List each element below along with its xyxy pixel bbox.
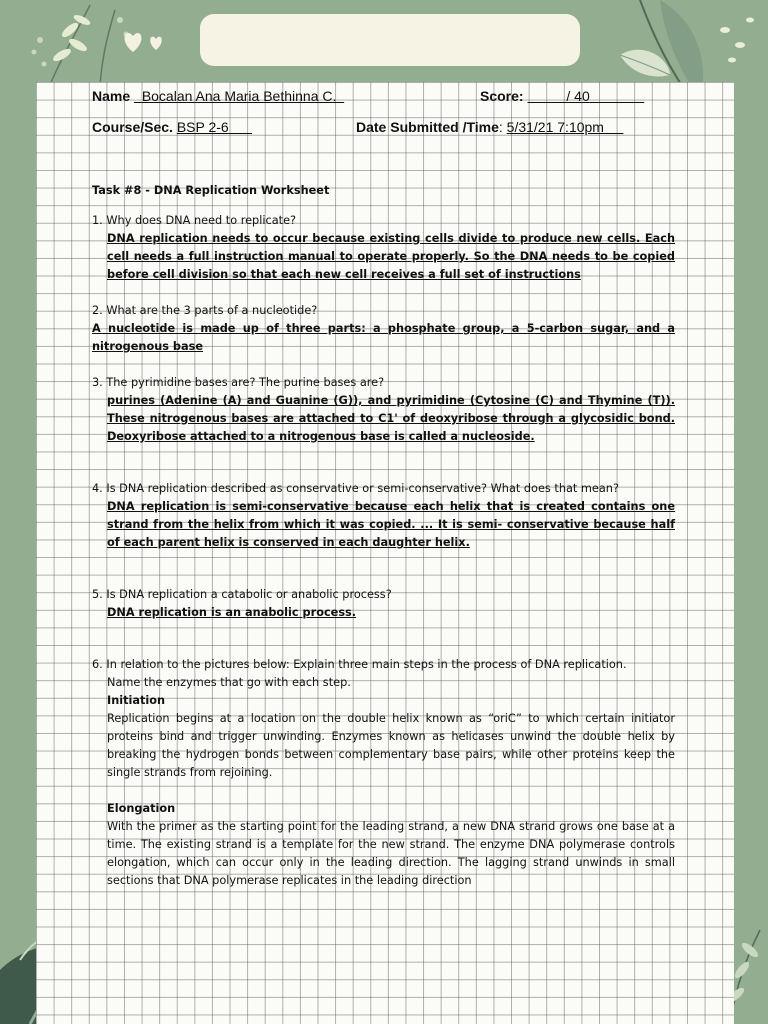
title-banner: [200, 14, 580, 66]
question-5: 5. Is DNA replication a catabolic or anabolic process?: [92, 588, 392, 601]
name-row: [92, 88, 344, 104]
answer-1: DNA replication needs to occur because existing cells divide to produce new cells. Each cell needs a full instruction manual to operate properly. So the DNA needs to be copied before cell division so that each new cell receives a full set of instructions: [107, 232, 675, 281]
date-label: Date Submitted /Time: [356, 119, 499, 135]
initiation-text: Replication begins at a location on the double helix known as “oriC” to which certain initiator proteins bind and trigger unwinding. Enzymes known as helicases unwind the double helix by breaking the hydrogen bonds between complementary base pairs, while other proteins keep the single strands from rejoining.: [107, 712, 675, 779]
initiation-title: Initiation: [107, 694, 166, 707]
question-2: 2. What are the 3 parts of a nucleotide?: [92, 304, 318, 317]
question-4: 4. Is DNA replication described as conservative or semi-conservative? What does that mean?: [92, 482, 619, 495]
task-title: Task #8 - DNA Replication Worksheet: [92, 184, 330, 197]
answer-5: DNA replication is an anabolic process.: [107, 606, 357, 619]
question-6-line2: Name the enzymes that go with each step.: [107, 676, 351, 689]
answer-2: A nucleotide is made up of three parts: a phosphate group, a 5-carbon sugar, and a nitrogenous base: [92, 322, 675, 353]
question-1: 1. Why does DNA need to replicate?: [92, 214, 297, 227]
score-row: [480, 88, 644, 104]
answer-4: DNA replication is semi-conservative because each helix that is created contains one strand from the helix from which it was copied. ... It is semi- conservative because half of each parent helix is conserved in each daughter helix.: [107, 500, 675, 549]
worksheet-content: [92, 182, 675, 890]
elongation-title: Elongation: [107, 802, 176, 815]
course-label: Course/Sec.: [92, 119, 173, 135]
name-value: Bocalan Ana Maria Bethinna C.: [141, 88, 337, 104]
elongation-text: With the primer as the starting point for the leading strand, a new DNA strand grows one base at a time. The existing strand is a template for the new strand. The enzyme DNA polymerase controls elongation, which can occur only in the leading direction. The lagging strand unwinds in small sections that DNA polymerase replicates in the leading direction: [107, 820, 675, 887]
answer-3: purines (Adenine (A) and Guanine (G)), and pyrimidine (Cytosine (C) and Thymine (T)). These nitrogenous bases are attached to C1' of deoxyribose through a glycosidic bond. Deoxyribose attached to a nitrogenous base is called a nucleoside.: [107, 394, 675, 443]
name-label: Name: [92, 88, 131, 104]
course-row: [92, 119, 252, 135]
course-value: BSP 2-6: [176, 119, 229, 135]
heart-doodle-icon: [118, 22, 178, 62]
score-value: / 40: [566, 88, 590, 104]
score-label: Score:: [480, 88, 524, 104]
date-value: 5/31/21 7:10pm: [506, 119, 604, 135]
date-row: Date Submitted /Time: 5/31/21 7:10pm: [356, 119, 623, 135]
question-6: 6. In relation to the pictures below: Explain three main steps in the process of DNA replication.: [92, 658, 627, 671]
question-3: 3. The pyrimidine bases are? The purine bases are?: [92, 376, 385, 389]
